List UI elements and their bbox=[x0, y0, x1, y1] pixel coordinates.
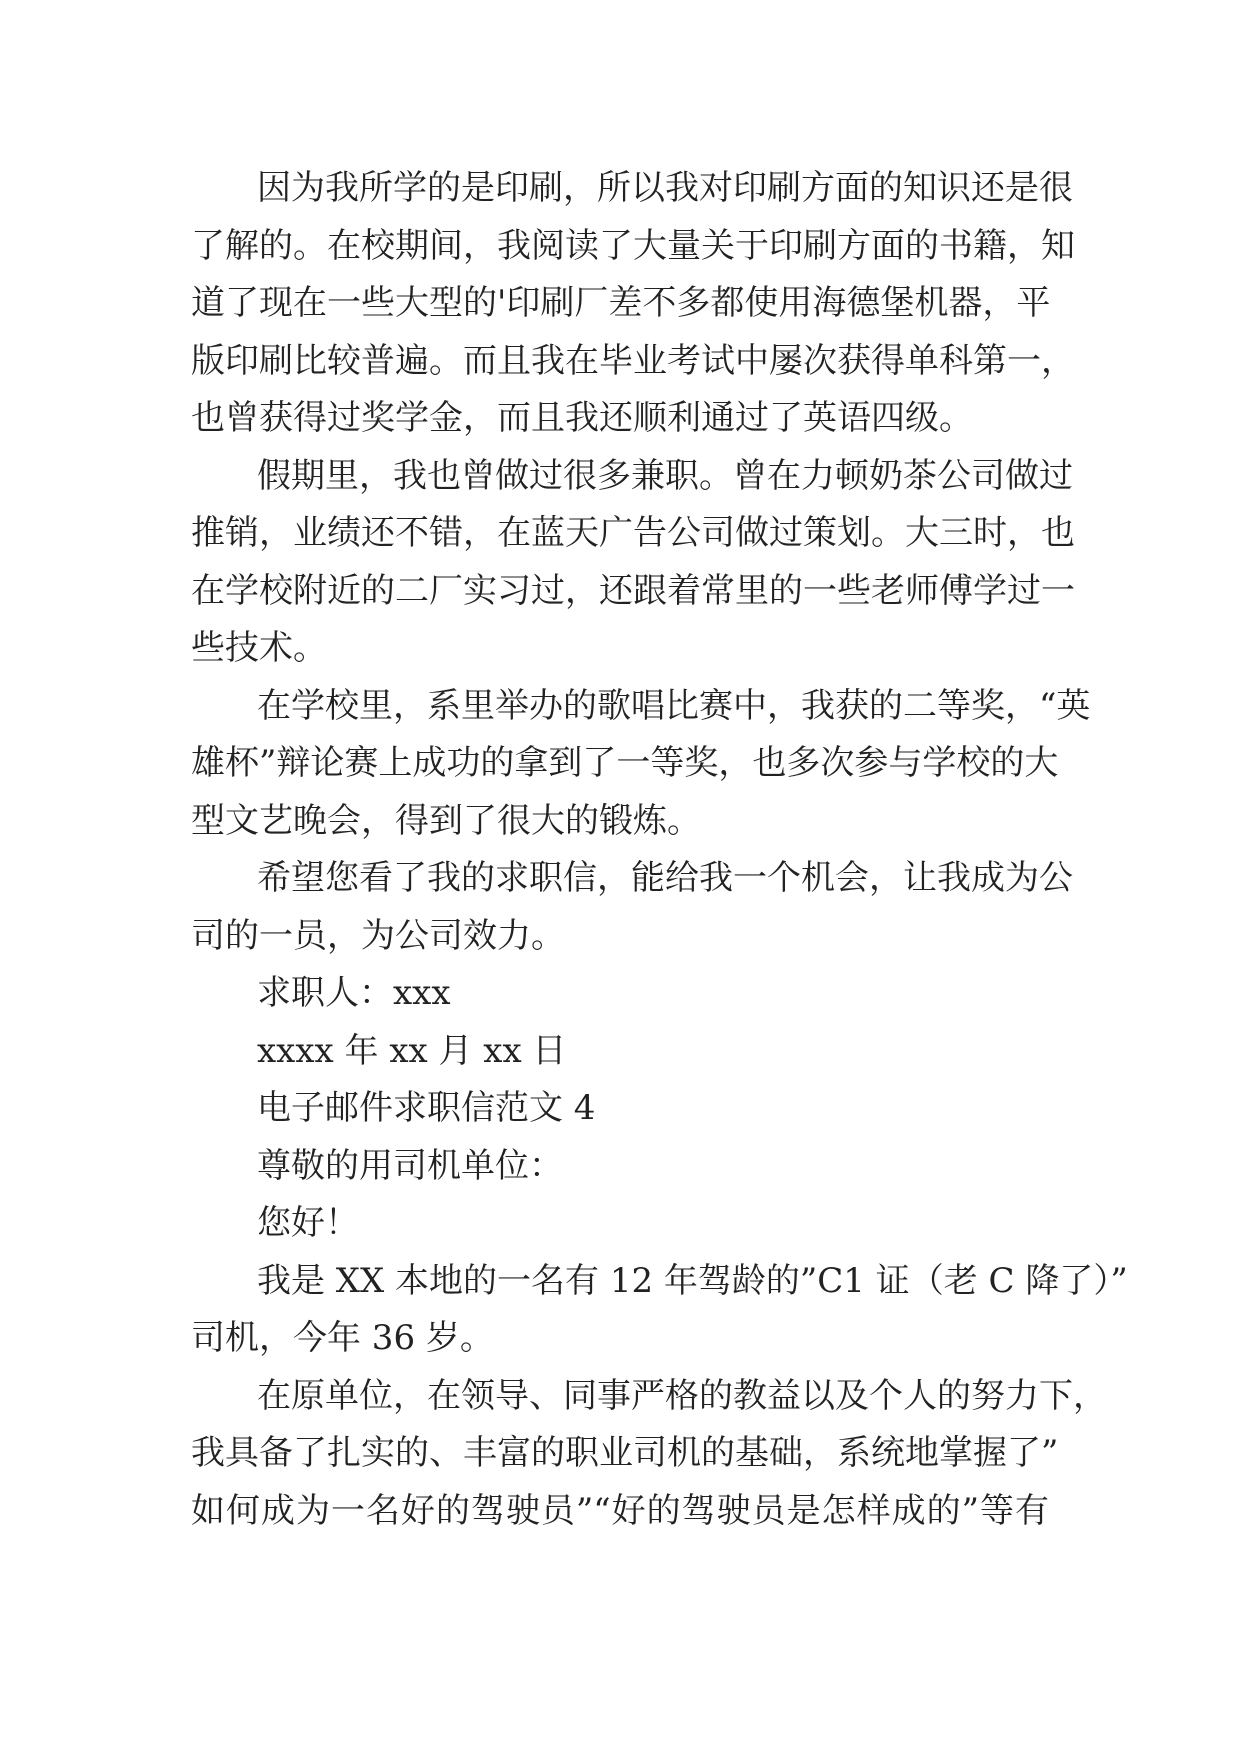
text-line: 希望您看了我的求职信，能给我一个机会，让我成为公 bbox=[257, 858, 1073, 898]
text-line: 我具备了扎实的、丰富的职业司机的基础，系统地掌握了” bbox=[191, 1433, 1059, 1473]
greeting: 您好！ bbox=[257, 1203, 359, 1243]
signature-line: 求职人：xxx bbox=[257, 973, 451, 1013]
text-line: 如何成为一名好的驾驶员”“好的驾驶员是怎样成的”等有 bbox=[191, 1491, 1049, 1531]
text-line: 道了现在一些大型的'印刷厂差不多都使用海德堡机器，平 bbox=[191, 283, 1051, 323]
text-line: 雄杯”辩论赛上成功的拿到了一等奖，也多次参与学校的大 bbox=[191, 743, 1059, 783]
text-line: 在学校里，系里举办的歌唱比赛中，我获的二等奖，“英 bbox=[257, 686, 1091, 726]
salutation: 尊敬的用司机单位： bbox=[257, 1146, 563, 1186]
text-line: 了解的。在校期间，我阅读了大量关于印刷方面的书籍，知 bbox=[191, 226, 1075, 266]
text-line: 在原单位，在领导、同事严格的教益以及个人的努力下， bbox=[257, 1376, 1107, 1416]
text-line: 些技术。 bbox=[191, 628, 327, 668]
text-line: 因为我所学的是印刷，所以我对印刷方面的知识还是很 bbox=[257, 168, 1073, 208]
text-line: 也曾获得过奖学金，而且我还顺利通过了英语四级。 bbox=[191, 398, 973, 438]
section-title: 电子邮件求职信范文 4 bbox=[257, 1088, 596, 1128]
date-line: xxxx 年 xx 月 xx 日 bbox=[257, 1031, 567, 1071]
text-line: 我是 XX 本地的一名有 12 年驾龄的”C1 证（老 C 降了）” bbox=[257, 1261, 1128, 1301]
text-line: 型文艺晚会，得到了很大的锻炼。 bbox=[191, 801, 701, 841]
text-line: 司机，今年 36 岁。 bbox=[191, 1318, 494, 1358]
text-line: 推销，业绩还不错，在蓝天广告公司做过策划。大三时，也 bbox=[191, 513, 1075, 553]
text-line: 司的一员，为公司效力。 bbox=[191, 916, 565, 956]
text-line: 版印刷比较普遍。而且我在毕业考试中屡次获得单科第一， bbox=[191, 341, 1075, 381]
text-line: 假期里，我也曾做过很多兼职。曾在力顿奶茶公司做过 bbox=[257, 456, 1073, 496]
text-line: 在学校附近的二厂实习过，还跟着常里的一些老师傅学过一 bbox=[191, 571, 1075, 611]
